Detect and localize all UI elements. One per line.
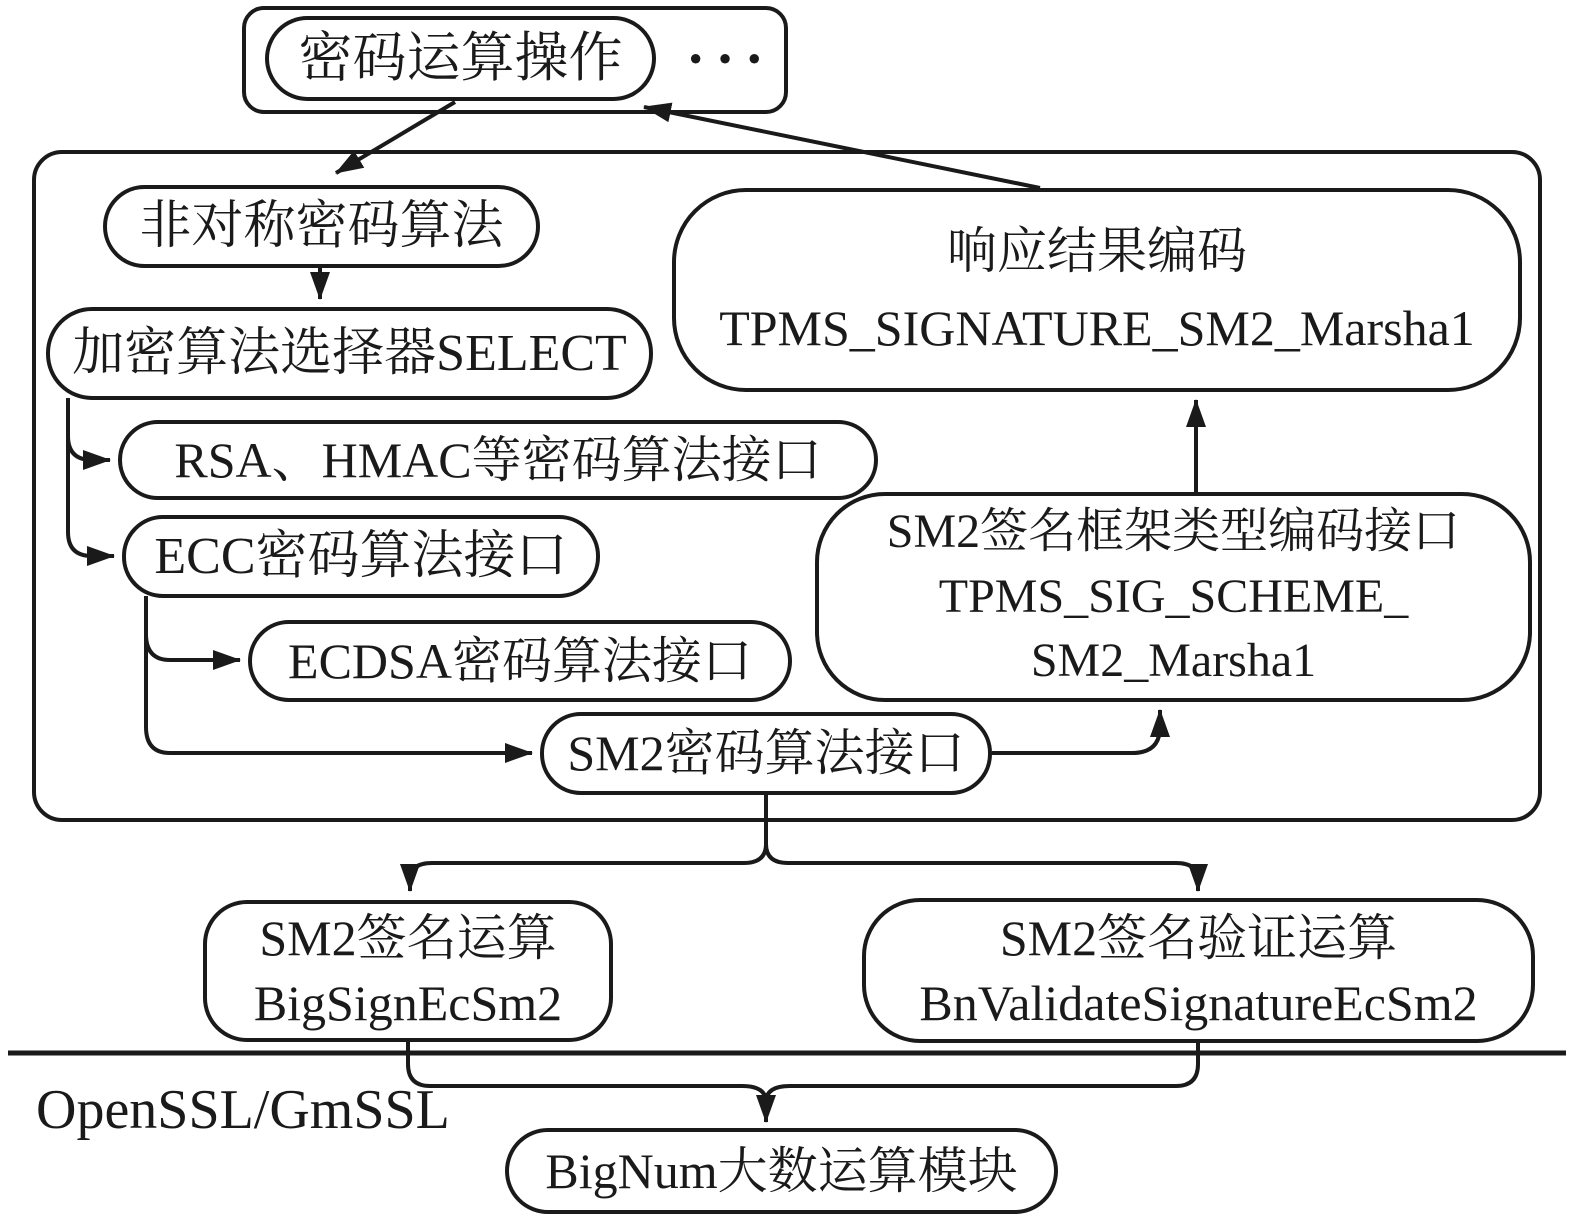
node-ecdsa-interface bbox=[248, 620, 792, 702]
rsa-hmac-interface-label: RSA、HMAC等密码算法接口 bbox=[174, 431, 822, 488]
arrow-response-to-operation bbox=[644, 107, 1040, 188]
arrow-select-to-ecc bbox=[68, 398, 114, 556]
scheme-encoding-function-1: TPMS_SIG_SCHEME_ bbox=[938, 569, 1409, 623]
sm2-verify-title: SM2签名验证运算 bbox=[999, 909, 1398, 966]
arrow-sm2-to-verify bbox=[766, 844, 1198, 891]
node-sm2-verify bbox=[862, 898, 1535, 1043]
node-crypto-operation bbox=[265, 16, 656, 101]
arrow-operation-to-asym bbox=[336, 102, 455, 173]
asymmetric-algorithm-label: 非对称密码算法 bbox=[139, 198, 504, 255]
ecc-interface-label: ECC密码算法接口 bbox=[154, 528, 568, 585]
ssl-layer-label: OpenSSL/GmSSL bbox=[36, 1079, 450, 1141]
ellipsis-dots: ··· bbox=[685, 25, 775, 91]
response-encoding-title: 响应结果编码 bbox=[947, 222, 1247, 279]
sm2-verify-function: BnValidateSignatureEcSm2 bbox=[919, 974, 1478, 1031]
ecdsa-interface-label: ECDSA密码算法接口 bbox=[288, 632, 752, 689]
bignum-module-label: BigNum大数运算模块 bbox=[545, 1142, 1018, 1199]
response-encoding-function: TPMS_SIGNATURE_SM2_Marsha1 bbox=[719, 300, 1475, 356]
scheme-encoding-title: SM2签名框架类型编码接口 bbox=[886, 504, 1461, 558]
node-sm2-sign bbox=[203, 900, 613, 1042]
node-response-encoding bbox=[672, 188, 1522, 392]
node-bignum-module bbox=[505, 1128, 1058, 1214]
node-asymmetric-algorithm bbox=[103, 185, 540, 268]
scheme-encoding-function-2: SM2_Marsha1 bbox=[1030, 634, 1317, 688]
arrow-ecc-to-ecdsa bbox=[146, 596, 240, 660]
node-scheme-encoding bbox=[815, 492, 1532, 702]
sm2-interface-label: SM2密码算法接口 bbox=[567, 725, 965, 782]
arrow-sm2-to-scheme bbox=[992, 710, 1160, 753]
arrow-sm2-to-sign bbox=[410, 844, 766, 891]
node-rsa-hmac-interface bbox=[118, 420, 878, 500]
node-ecc-interface bbox=[122, 515, 600, 598]
node-sm2-interface bbox=[540, 712, 992, 795]
sm2-sign-function: BigSignEcSm2 bbox=[253, 975, 563, 1031]
arrow-select-to-rsa bbox=[68, 398, 110, 460]
crypto-operation-label: 密码运算操作 bbox=[298, 27, 623, 88]
sm2-sign-title: SM2签名运算 bbox=[259, 910, 557, 966]
node-algorithm-selector bbox=[46, 307, 653, 400]
algorithm-selector-label: 加密算法选择器SELECT bbox=[72, 325, 627, 382]
